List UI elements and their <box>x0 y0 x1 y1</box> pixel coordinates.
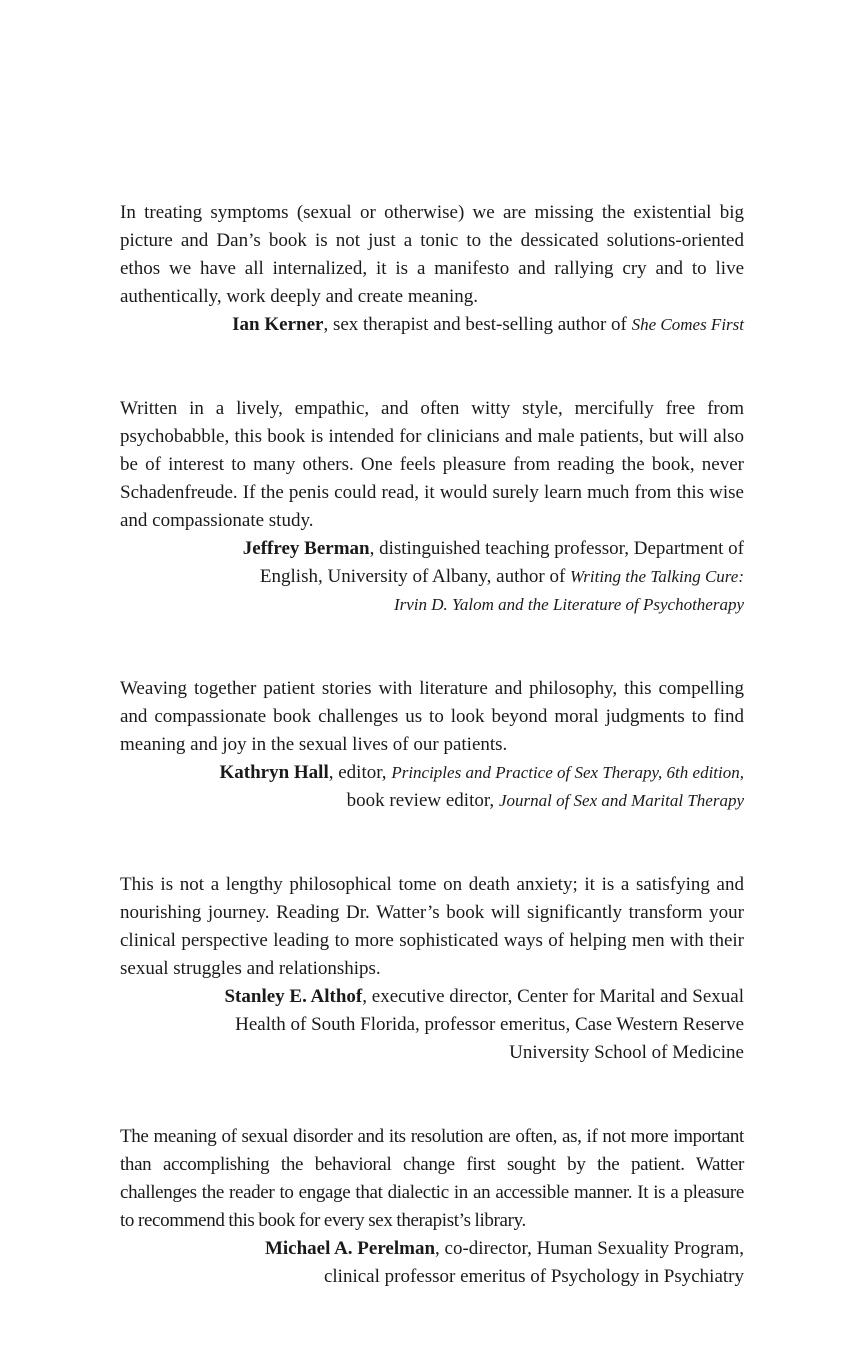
blurb-attribution <box>120 1235 744 1291</box>
blurb-quote: Written in a lively, empathic, and often witty style, mercifully free from psychobabble, this book is intended for clinicians and male patients, but will also be of interest to many others. One feels pleasure from reading the book, never Schadenfreude. If the penis could read, it would surely learn much from this wise and compassionate study. <box>120 398 744 531</box>
blurb-berman <box>120 395 744 619</box>
blurb-hall <box>120 675 744 815</box>
author-description: University School of Medicine <box>509 1042 744 1063</box>
author-description: , co-director, Human Sexuality Program, <box>435 1238 744 1259</box>
blurb-attribution <box>120 535 744 619</box>
book-title: Principles and Practice of Sex Therapy, 6th edition, <box>391 763 744 782</box>
blurb-quote: In treating symptoms (sexual or otherwise) we are missing the existential big picture and Dan’s book is not just a tonic to the dessicated solutions-oriented ethos we have all internalized, it is a manifesto and rallying cry and to live authentically, work deeply and create meaning. <box>120 202 744 307</box>
blurb-attribution <box>120 311 744 339</box>
blurb-perelman <box>120 1123 744 1291</box>
author-description: , sex therapist and best-selling author of <box>323 314 632 335</box>
author-name: Kathryn Hall <box>219 762 329 783</box>
praise-page <box>120 199 744 1347</box>
author-name: Stanley E. Althof <box>224 986 363 1007</box>
author-description: Health of South Florida, professor emeritus, Case Western Reserve <box>235 1014 744 1035</box>
book-title: Irvin D. Yalom and the Literature of Psychotherapy <box>393 595 744 614</box>
author-name: Ian Kerner <box>232 314 324 335</box>
author-name: Jeffrey Berman <box>242 538 370 559</box>
author-description: , distinguished teaching professor, Department of <box>369 538 744 559</box>
author-description: English, University of Albany, author of <box>259 566 571 587</box>
author-name: Michael A. Perelman <box>264 1238 436 1259</box>
blurb-quote: The meaning of sexual disorder and its resolution are often, as, if not more important than accomplishing the behavioral change first sought by the patient. Watter challenges the reader to engage that dialectic in an accessible manner. It is a pleasure to recommend this book for every sex therapist’s library. <box>120 1126 744 1231</box>
book-title: Writing the Talking Cure: <box>570 567 744 586</box>
blurb-kerner <box>120 199 744 339</box>
book-title: She Comes First <box>631 315 744 334</box>
blurb-attribution <box>120 759 744 815</box>
author-description: , executive director, Center for Marital and Sexual <box>362 986 744 1007</box>
blurb-attribution <box>120 983 744 1067</box>
blurb-althof <box>120 871 744 1067</box>
author-description: , editor, <box>328 762 392 783</box>
book-title: Journal of Sex and Marital Therapy <box>498 791 744 810</box>
blurb-quote: Weaving together patient stories with literature and philosophy, this compelling and compassionate book challenges us to look beyond moral judgments to find meaning and joy in the sexual lives of our patients. <box>120 678 744 755</box>
blurb-quote: This is not a lengthy philosophical tome on death anxiety; it is a satisfying and nourishing journey. Reading Dr. Watter’s book will significantly transform your clinical perspective leading to more sophisticated ways of helping men with their sexual struggles and relationships. <box>120 874 744 979</box>
author-description: book review editor, <box>346 790 499 811</box>
author-description: clinical professor emeritus of Psychology in Psychiatry <box>323 1266 744 1287</box>
